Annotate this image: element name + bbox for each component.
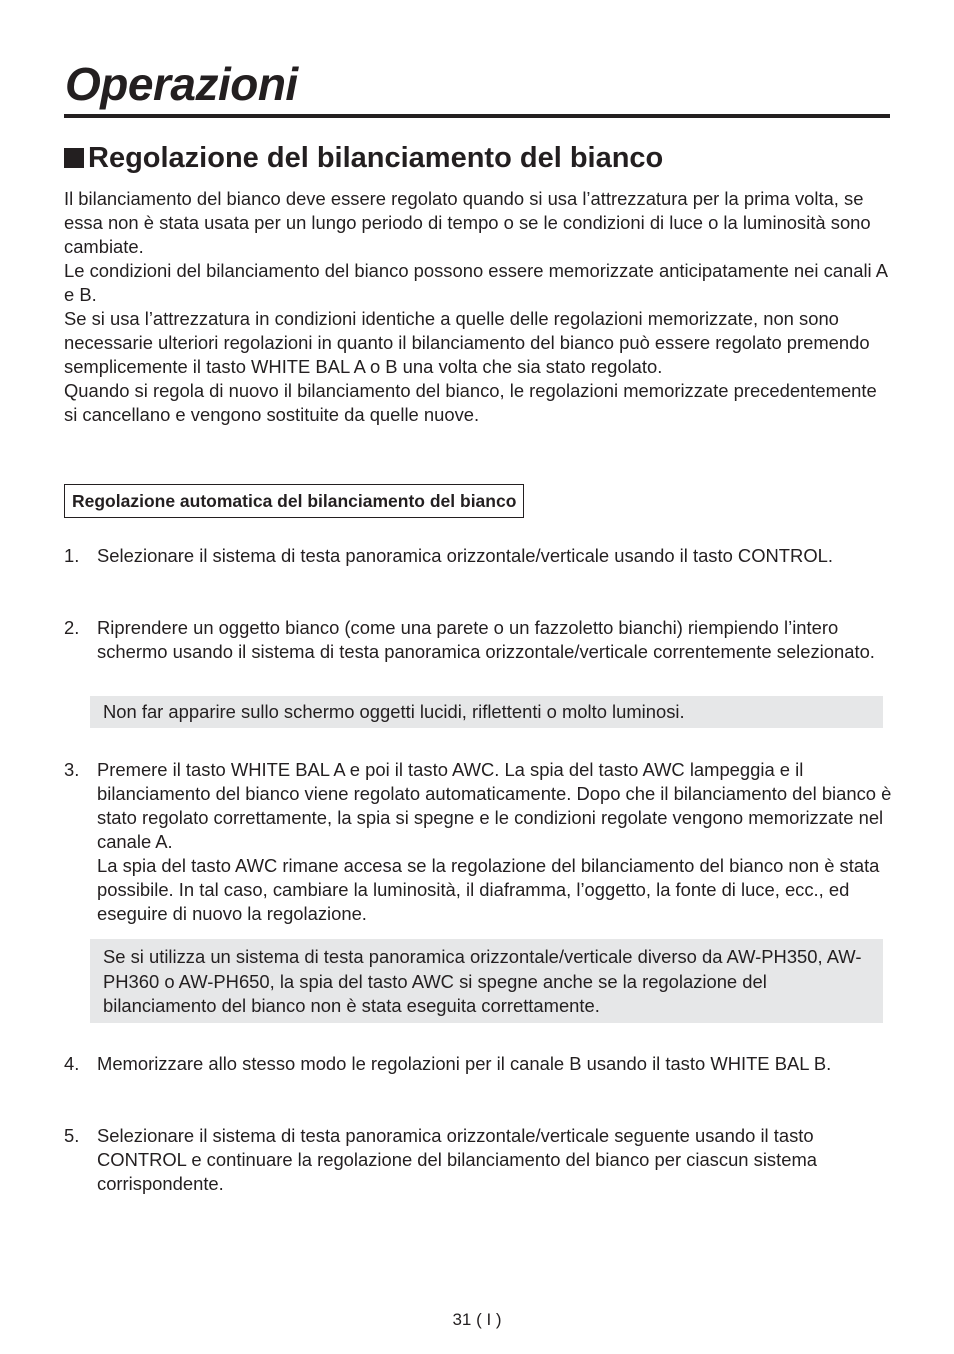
black-square-icon — [64, 148, 84, 168]
section-heading — [64, 140, 663, 176]
step-number: 3. — [64, 759, 80, 780]
step-text: Premere il tasto WHITE BAL A e poi il tasto AWC. La spia del tasto AWC lampeggia e il bilanciamento del bianco viene regolato automaticamente. Dopo che il bilanciamento del bianco è stato regolato correttamente, la spia si spegne e le condizioni regolate vengono memorizzate nel canale A. — [97, 759, 892, 852]
step-text: La spia del tasto AWC rimane accesa se la regolazione del bilanciamento del bianco non è stata possibile. In tal caso, cambiare la luminosità, il diaframma, l’oggetto, la fonte di luce, ecc., ed eseguire di nuovo la regolazione. — [97, 855, 880, 924]
intro-paragraph: Il bilanciamento del bianco deve essere regolato quando si usa l’attrezzatura per la prima volta, se essa non è stata usata per un lungo periodo di tempo o se le condizioni di luce o la luminosità sono cambiate. — [64, 188, 871, 257]
step-text: Memorizzare allo stesso modo le regolazioni per il canale B usando il tasto WHITE BAL B. — [97, 1053, 832, 1074]
step-text: Riprendere un oggetto bianco (come una parete o un fazzoletto bianchi) riempiendo l’intero schermo usando il sistema di testa panoramica orizzontale/verticale correntemente selezionato. — [97, 617, 875, 662]
step-3-note: Se si utilizza un sistema di testa panoramica orizzontale/verticale diverso da AW-PH350, AW-PH360 o AW-PH650, la spia del tasto AWC si spegne anche se la regolazione del bilanciamento del bianco non è stata eseguita correttamente. — [90, 939, 883, 1023]
title-rule — [64, 114, 890, 118]
step-3 — [64, 758, 892, 926]
subsection-heading: Regolazione automatica del bilanciamento del bianco — [64, 484, 524, 518]
intro-text — [64, 187, 892, 427]
step-1 — [64, 544, 892, 568]
page-number: 31 ( I ) — [452, 1310, 502, 1329]
step-text: Selezionare il sistema di testa panoramica orizzontale/verticale seguente usando il tasto CONTROL e continuare la regolazione del bilanciamento del bianco per ciascun sistema corrispondente. — [97, 1125, 818, 1194]
step-2-note: Non far apparire sullo schermo oggetti lucidi, riflettenti o molto luminosi. — [90, 696, 883, 728]
intro-paragraph: Le condizioni del bilanciamento del bianco possono essere memorizzate anticipatamente nei canali A e B. — [64, 260, 887, 305]
page-title: Operazioni — [65, 58, 298, 110]
section-heading-text: Regolazione del bilanciamento del bianco — [88, 142, 664, 174]
step-5 — [64, 1124, 892, 1196]
step-number: 2. — [64, 617, 80, 638]
step-number: 5. — [64, 1125, 80, 1146]
intro-paragraph: Se si usa l’attrezzatura in condizioni identiche a quelle delle regolazioni memorizzate, non sono necessarie ulteriori regolazioni in quanto il bilanciamento del bianco può essere regolato premendo semplicemente il tasto WHITE BAL A o B una volta che sia stato regolato. — [64, 308, 870, 377]
step-2 — [64, 616, 892, 664]
step-text: Selezionare il sistema di testa panoramica orizzontale/verticale usando il tasto CONTROL. — [97, 545, 833, 566]
step-number: 1. — [64, 545, 80, 566]
step-number: 4. — [64, 1053, 80, 1074]
intro-paragraph: Quando si regola di nuovo il bilanciamento del bianco, le regolazioni memorizzate precedentemente si cancellano e vengono sostituite da quelle nuove. — [64, 380, 877, 425]
step-4 — [64, 1052, 892, 1076]
